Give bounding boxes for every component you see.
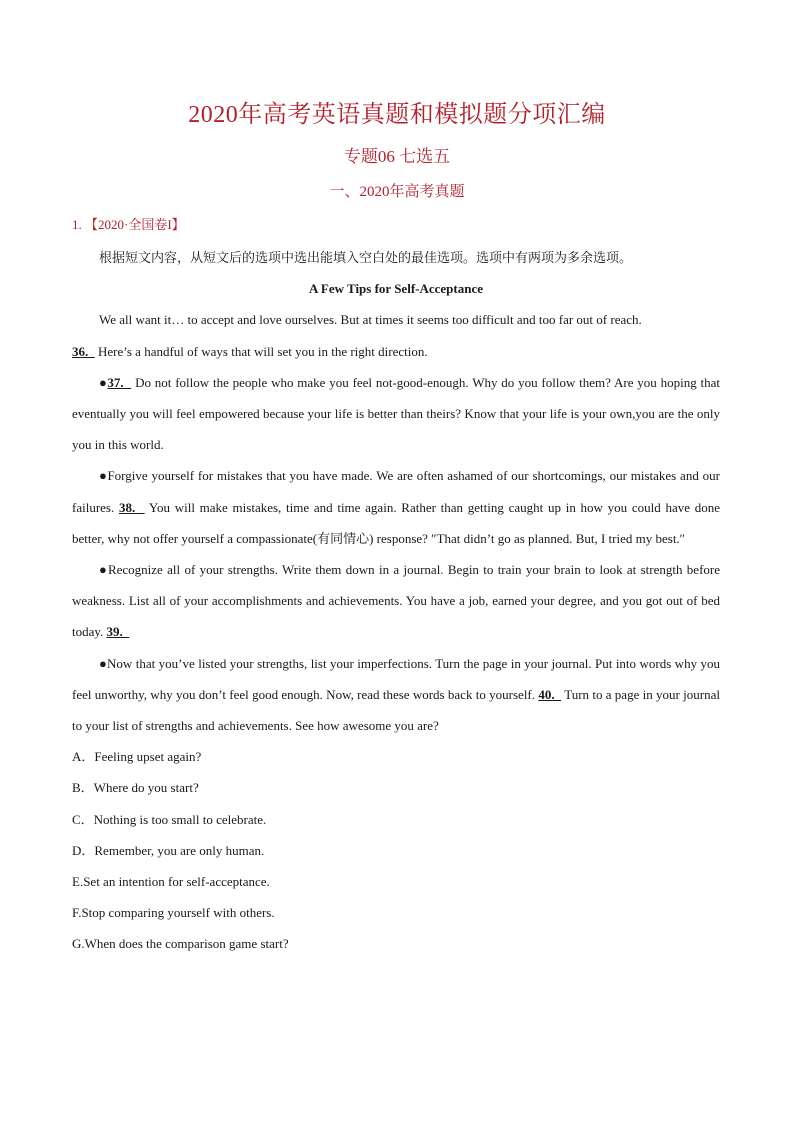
bullet-icon: ● [99, 468, 108, 484]
option-f[interactable]: F.Stop comparing yourself with others. [72, 905, 275, 921]
topic-subtitle: 专题06 七选五 [343, 147, 451, 166]
paragraph-3-text-b: You will make mistakes, time and time again. Rather than getting caught up in how you could have done better, why not offer yourself a compassionate(有同情心) response? ″That didn’t go as planned. But, I tried my best.″ [72, 499, 721, 546]
option-b[interactable]: B．Where do you start? [72, 780, 199, 796]
option-e[interactable]: E.Set an intention for self-acceptance. [72, 874, 270, 890]
paragraph-4 [72, 554, 720, 648]
option-c[interactable]: C．Nothing is too small to celebrate. [72, 811, 267, 827]
option-a[interactable]: A．Feeling upset again? [72, 749, 202, 765]
instruction-text: 根据短文内容，从短文后的选项中选出能填入空白处的最佳选项。选项中有两项为多余选项。 [99, 250, 633, 265]
paragraph-1-cont [72, 336, 720, 367]
paragraph-2-text: Do not follow the people who make you feel not-good-enough. Why do you follow them? Are you hoping that eventually you will feel empowered because your life is better than theirs? Know that your life is your own,you are the only you in this world. [72, 374, 721, 453]
paragraph-1-text-a: We all want it… to accept and love ourselves. But at times it seems too difficult and too far out of reach. [99, 312, 642, 328]
paragraph-5-text-b: Turn to a page in your journal to your list of strengths and achievements. See how awesome you are? [72, 686, 720, 734]
paragraph-4-text: Recognize all of your strengths. Write them down in a journal. Begin to train your brain to look at strength before weakness. List all of your accomplishments and achievements. You have a job, earned your degree, and you got out of bed today. [72, 562, 721, 640]
bullet-icon: ● [99, 655, 108, 671]
paragraph-3 [72, 460, 720, 554]
question-body [72, 242, 720, 960]
blank-37[interactable]: 37. [107, 374, 132, 390]
blank-39[interactable]: 39. [106, 624, 130, 640]
bullet-icon: ● [99, 374, 108, 390]
paragraph-1-text-b: Here’s a handful of ways that will set you in the right direction. [94, 343, 428, 359]
section-heading: 一、2020年高考真题 [329, 184, 465, 200]
option-d[interactable]: D．Remember, you are only human. [72, 842, 265, 858]
paragraph-5-text-a: Now that you’ve listed your strengths, list your imperfections. Turn the page in your journal. Put into words why you feel unworthy, why you don’t feel good enough. Now, read these words back to yourself. [72, 655, 721, 702]
question-number: 1. [72, 217, 82, 232]
blank-38[interactable]: 38. [118, 499, 145, 515]
blank-40[interactable]: 40. [538, 686, 562, 702]
paragraph-1 [72, 304, 720, 335]
option-g[interactable]: G.When does the comparison game start? [72, 936, 289, 952]
passage-title: A Few Tips for Self-Acceptance [308, 281, 484, 297]
question-source: 【2020·全国卷I】 [85, 217, 185, 232]
paragraph-3-text-a: Forgive yourself for mistakes that you have made. We are often ashamed of our shortcomings, our mistakes and our failures. [72, 468, 720, 515]
page-title: 2020年高考英语真题和模拟题分项汇编 [188, 102, 606, 128]
blank-36[interactable]: 36. [72, 343, 95, 359]
paragraph-2 [72, 367, 720, 461]
paragraph-5 [72, 648, 720, 742]
bullet-icon: ● [99, 562, 108, 578]
question-header [72, 214, 185, 236]
